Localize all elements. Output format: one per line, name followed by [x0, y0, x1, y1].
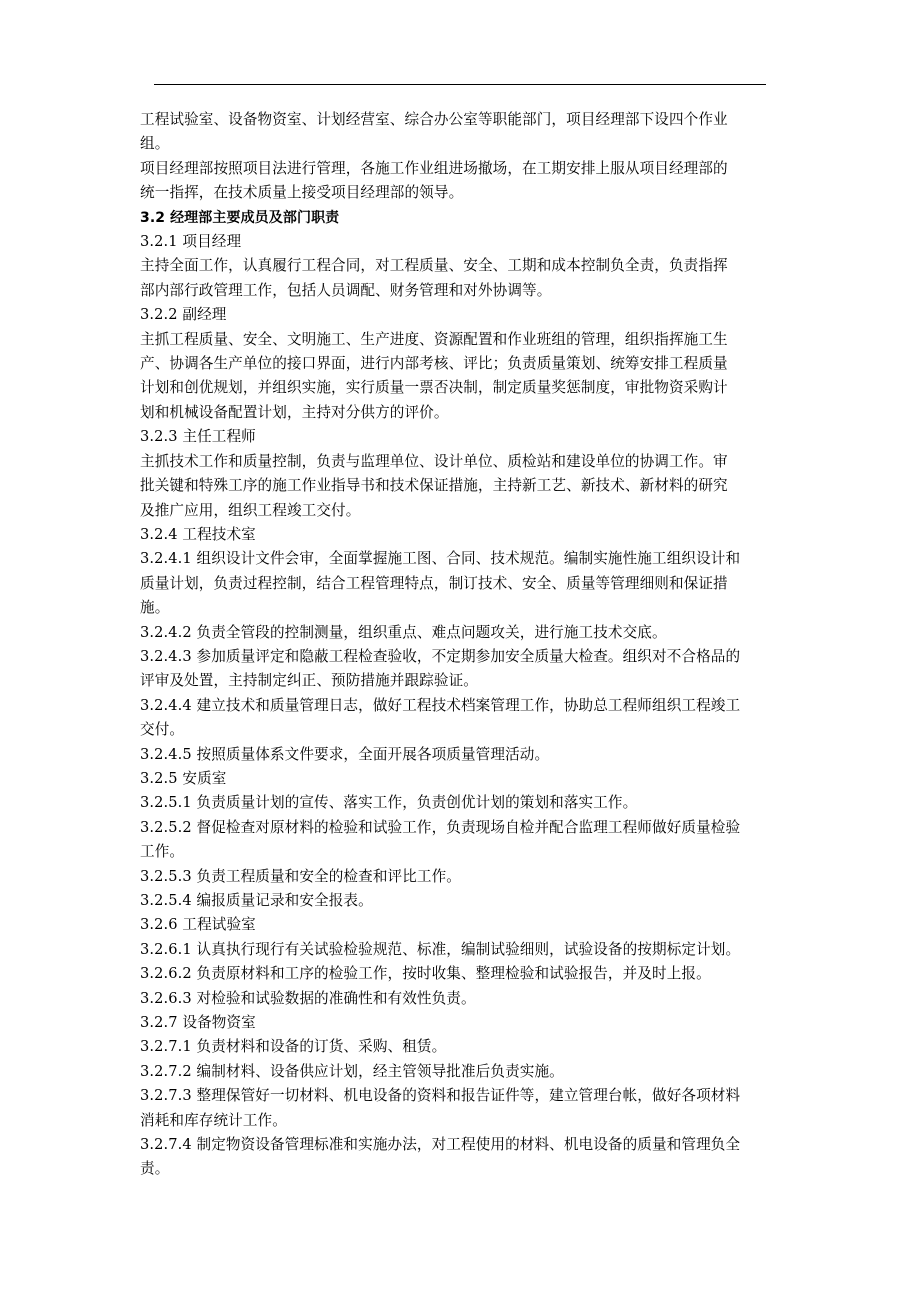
text-line: 主抓技术工作和质量控制，负责与监理单位、设计单位、质检站和建设单位的协调工作。审: [140, 452, 728, 470]
text-line: 3.2.6.3 对检验和试验数据的准确性和有效性负责。: [140, 989, 476, 1007]
text-line: 工作。: [140, 843, 185, 861]
subsection-heading: 3.2.2 副经理: [140, 306, 227, 324]
text-line: 项目经理部按照项目法进行管理，各施工作业组进场撤场，在工期安排上服从项目经理部的: [140, 159, 728, 177]
text-line: 3.2.4.3 参加质量评定和隐蔽工程检查验收，不定期参加安全质量大检查。组织对不合格品的: [140, 647, 741, 665]
text-line: 工程试验室、设备物资室、计划经营室、综合办公室等职能部门，项目经理部下设四个作业: [140, 111, 728, 128]
document-body: [140, 108, 786, 1182]
text-line: 评审及处置，主持制定纠正、预防措施并跟踪验证。: [140, 672, 478, 690]
text-line: 计划和创优规划，并组织实施，实行质量一票否决制，制定质量奖惩制度，审批物资采购计: [140, 379, 728, 397]
subsection-heading: 3.2.6 工程试验室: [140, 916, 256, 934]
text-line: 主持全面工作，认真履行工程合同，对工程质量、安全、工期和成本控制负全责，负责指挥: [140, 257, 728, 275]
text-line: 3.2.7.4 制定物资设备管理标准和实施办法，对工程使用的材料、机电设备的质量和管理负全: [140, 1136, 741, 1154]
text-line: 部内部行政管理工作，包括人员调配、财务管理和对外协调等。: [140, 281, 552, 299]
text-line: 划和机械设备配置计划，主持对分供方的评价。: [140, 403, 449, 421]
text-line: 3.2.4.5 按照质量体系文件要求，全面开展各项质量管理活动。: [140, 745, 550, 763]
section-heading: 3.2 经理部主要成员及部门职责: [140, 209, 340, 226]
text-line: 3.2.4.2 负责全管段的控制测量，组织重点、难点问题攻关，进行施工技术交底。: [140, 623, 667, 641]
text-line: 3.2.6.1 认真执行现行有关试验检验规范、标准，编制试验细则，试验设备的按期标定计划。: [140, 940, 741, 958]
text-line: 及推广应用，组织工程竣工交付。: [140, 501, 361, 519]
text-line: 责。: [140, 1160, 170, 1178]
text-line: 3.2.4.1 组织设计文件会审，全面掌握施工图、合同、技术规范。编制实施性施工组织设计和: [140, 550, 741, 568]
text-line: 3.2.5.3 负责工程质量和安全的检查和评比工作。: [140, 867, 461, 885]
text-line: 组。: [140, 135, 170, 153]
text-line: 批关键和特殊工序的施工作业指导书和技术保证措施，主持新工艺、新技术、新材料的研究: [140, 477, 728, 495]
subsection-heading: 3.2.1 项目经理: [140, 233, 242, 251]
text-line: 施。: [140, 599, 170, 617]
subsection-heading: 3.2.4 工程技术室: [140, 525, 256, 543]
text-line: 3.2.7.3 整理保管好一切材料、机电设备的资料和报告证件等，建立管理台帐，做好各项材料: [140, 1087, 741, 1105]
text-line: 3.2.4.4 建立技术和质量管理日志，做好工程技术档案管理工作，协助总工程师组织工程竣工: [140, 696, 741, 714]
text-line: 产、协调各生产单位的接口界面，进行内部考核、评比；负责质量策划、统筹安排工程质量: [140, 355, 728, 373]
subsection-heading: 3.2.3 主任工程师: [140, 428, 256, 446]
text-line: 统一指挥，在技术质量上接受项目经理部的领导。: [140, 184, 464, 202]
text-line: 主抓工程质量、安全、文明施工、生产进度、资源配置和作业班组的管理，组织指挥施工生: [140, 330, 728, 348]
text-line: 3.2.7.2 编制材料、设备供应计划，经主管领导批准后负责实施。: [140, 1062, 564, 1080]
text-line: 3.2.5.2 督促检查对原材料的检验和试验工作，负责现场自检并配合监理工程师做好质量检验: [140, 818, 741, 836]
text-line: 3.2.5.1 负责质量计划的宣传、落实工作，负责创优计划的策划和落实工作。: [140, 794, 638, 812]
text-line: 3.2.5.4 编报质量记录和安全报表。: [140, 892, 373, 909]
text-line: 质量计划，负责过程控制，结合工程管理特点，制订技术、安全、质量等管理细则和保证措: [140, 574, 728, 592]
text-line: 3.2.6.2 负责原材料和工序的检验工作，按时收集、整理检验和试验报告，并及时上报。: [140, 965, 711, 983]
header-rule: [154, 84, 766, 85]
text-line: 消耗和库存统计工作。: [140, 1111, 287, 1129]
text-line: 3.2.7.1 负责材料和设备的订货、采购、租赁。: [140, 1038, 447, 1056]
subsection-heading: 3.2.7 设备物资室: [140, 1014, 256, 1032]
subsection-heading: 3.2.5 安质室: [140, 769, 227, 787]
text-line: 交付。: [140, 721, 185, 739]
